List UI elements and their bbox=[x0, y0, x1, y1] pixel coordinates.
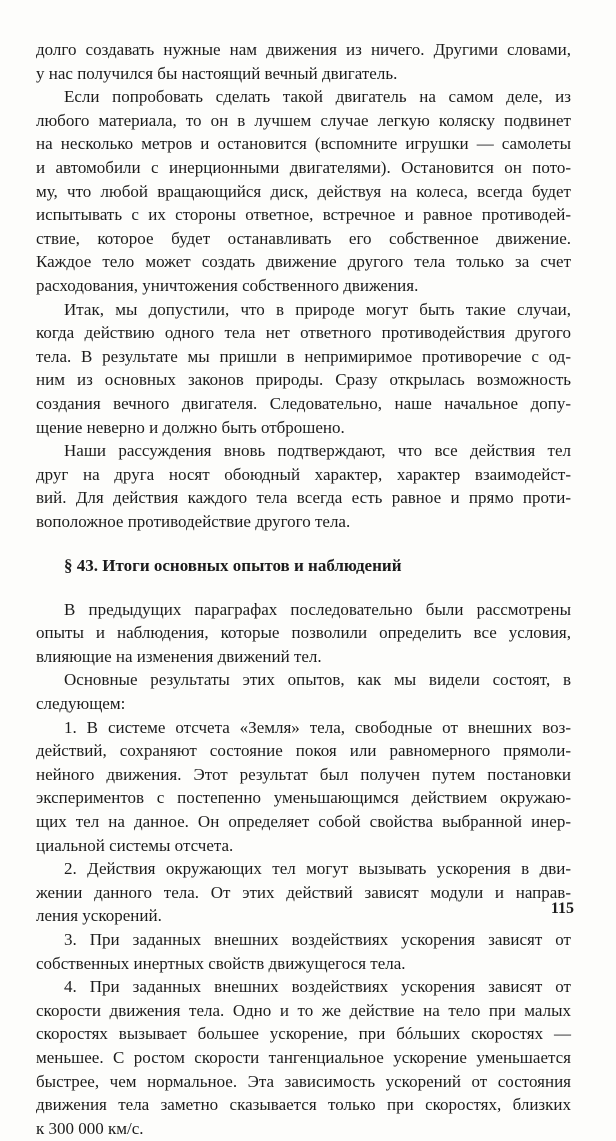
text-line: и автомобили с инерционными двигателями). Остановится он пото- bbox=[36, 158, 571, 177]
text-line: у нас получился бы настоящий вечный двигатель. bbox=[36, 63, 398, 83]
list-item-line: 4. При заданных внешних воздействиях ускорения зависят от bbox=[64, 977, 571, 997]
text-line: ствие, которое будет останавливать его собственное движение. bbox=[36, 228, 571, 248]
text-line: создания вечного двигателя. Следовательно, наше начальное допу- bbox=[36, 394, 571, 413]
list-item-line: жении данного тела. От этих действий зависят модули и направ- bbox=[36, 882, 571, 902]
list-item-line: к 300 000 км/с. bbox=[36, 1118, 144, 1138]
list-item-line: ления ускорений. bbox=[36, 906, 162, 926]
section-heading: § 43. Итоги основных опытов и наблюдений bbox=[64, 555, 402, 575]
text-line: влияющие на изменения движений тел. bbox=[36, 646, 322, 666]
text-line: В предыдущих параграфах последовательно были рассмотрены bbox=[64, 599, 571, 619]
text-line: опыты и наблюдения, которые позволили определить все условия, bbox=[36, 623, 571, 643]
page-number: 115 bbox=[550, 900, 574, 917]
text-line: му, что любой вращающийся диск, действуя на колеса, всегда будет bbox=[36, 181, 571, 201]
text-line: воположное противодействие другого тела. bbox=[36, 512, 351, 531]
text-line: следующем: bbox=[36, 694, 126, 713]
text-line: щение неверно и должно быть отброшено. bbox=[36, 417, 345, 437]
text-line: ним из основных законов природы. Сразу открылась возможность bbox=[36, 370, 571, 390]
text-line: друг на друга носят обоюдный характер, характер взаимодейст- bbox=[36, 464, 571, 484]
text-line: на несколько метров и остановится (вспомните игрушки — самолеты bbox=[36, 134, 571, 154]
text-line: долго создавать нужные нам движения из ничего. Другими словами, bbox=[36, 40, 571, 59]
list-item-line: быстрее, чем нормальное. Эта зависимость ускорений от состояния bbox=[36, 1071, 571, 1091]
text-line: тела. В результате мы пришли в непримиримое противоречие с од- bbox=[36, 346, 571, 366]
list-item-line: меньшее. С ростом скорости тангенциальное ускорение уменьшается bbox=[36, 1048, 571, 1067]
list-item-line: действий, сохраняют состояние покоя или равномерного прямоли- bbox=[36, 741, 571, 761]
list-item-line: 3. При заданных внешних воздействиях ускорения зависят от bbox=[64, 930, 571, 949]
text-line: любого материала, то он в лучшем случае легкую коляску подвинет bbox=[36, 110, 571, 130]
text-line: вий. Для действия каждого тела всегда есть равное и прямо проти- bbox=[36, 488, 571, 508]
text-line: когда действию одного тела нет ответного противодействия другого bbox=[36, 323, 571, 343]
text-line: Итак, мы допустили, что в природе могут быть такие случаи, bbox=[64, 299, 571, 319]
list-item-line: щих тел на данное. Он определяет собой свойства выбранной инер- bbox=[36, 812, 571, 831]
list-item-line: циальной системы отсчета. bbox=[36, 835, 234, 855]
text-line: Каждое тело может создать движение другого тела только за счет bbox=[36, 252, 571, 272]
list-item-line: собственных инертных свойств движущегося тела. bbox=[36, 953, 406, 973]
text-line: испытывать с их стороны ответное, встречное и равное противодей- bbox=[36, 205, 571, 225]
list-item-line: скоростях вызывает большее ускорение, при бóльших скоростях — bbox=[36, 1024, 571, 1044]
list-item-line: нейного движения. Этот результат был получен путем постановки bbox=[36, 764, 571, 784]
text-line: расходования, уничтожения собственного движения. bbox=[36, 276, 419, 295]
text-line: Если попробовать сделать такой двигатель на самом деле, из bbox=[64, 87, 571, 107]
text-line: Основные результаты этих опытов, как мы видели состоят, в bbox=[64, 670, 571, 690]
list-item-line: 1. В системе отсчета «Земля» тела, свободные от внешних воз- bbox=[64, 717, 571, 737]
list-item-line: экспериментов с постепенно уменьшающимся действием окружаю- bbox=[36, 788, 571, 808]
list-item-line: движения тела заметно сказывается только при скоростях, близких bbox=[36, 1095, 571, 1115]
list-item-line: 2. Действия окружающих тел могут вызывать ускорения в дви- bbox=[64, 859, 571, 879]
text-line: Наши рассуждения вновь подтверждают, что все действия тел bbox=[64, 441, 571, 461]
list-item-line: скорости движения тела. Одно и то же действие на тело при малых bbox=[36, 1000, 571, 1020]
